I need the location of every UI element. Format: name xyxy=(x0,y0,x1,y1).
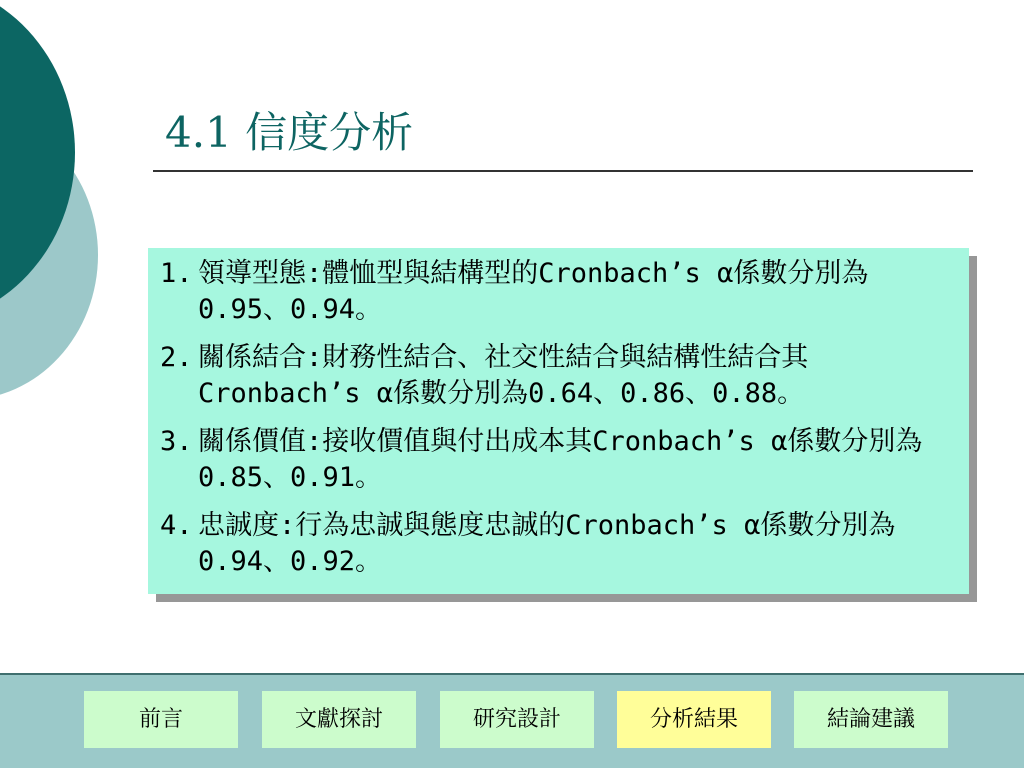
list-item-number: 1. xyxy=(160,258,193,289)
nav-button-conclusions[interactable]: 結論建議 xyxy=(794,691,948,748)
content-box xyxy=(148,248,969,594)
list-item-text: 關係結合:財務性結合、社交性結合與結構性結合其Cronbach’s α係數分別為0.64、0.86、0.88。 xyxy=(198,342,809,409)
list-item-text: 關係價值:接收價值與付出成本其Cronbach’s α係數分別為0.85、0.91。 xyxy=(198,426,923,493)
list-item-text: 忠誠度:行為忠誠與態度忠誠的Cronbach’s α係數分別為0.94、0.92。 xyxy=(198,510,896,577)
list-item xyxy=(160,340,955,412)
list-item-number: 2. xyxy=(160,342,193,373)
list-item xyxy=(160,508,955,580)
nav-button-literature-review[interactable]: 文獻探討 xyxy=(262,691,416,748)
nav-button-research-design[interactable]: 研究設計 xyxy=(440,691,594,748)
title-divider xyxy=(153,170,973,172)
bottom-navigation-bar xyxy=(0,673,1024,768)
nav-button-analysis-results[interactable]: 分析結果 xyxy=(617,691,771,748)
list-item xyxy=(160,424,955,496)
nav-button-preface[interactable]: 前言 xyxy=(84,691,238,748)
slide-title: 4.1 信度分析 xyxy=(165,108,414,157)
reliability-list xyxy=(160,256,955,580)
list-item-number: 4. xyxy=(160,510,193,541)
list-item-text: 領導型態:體恤型與結構型的Cronbach’s α係數分別為0.95、0.94。 xyxy=(198,258,869,325)
list-item-number: 3. xyxy=(160,426,193,457)
list-item xyxy=(160,256,955,328)
